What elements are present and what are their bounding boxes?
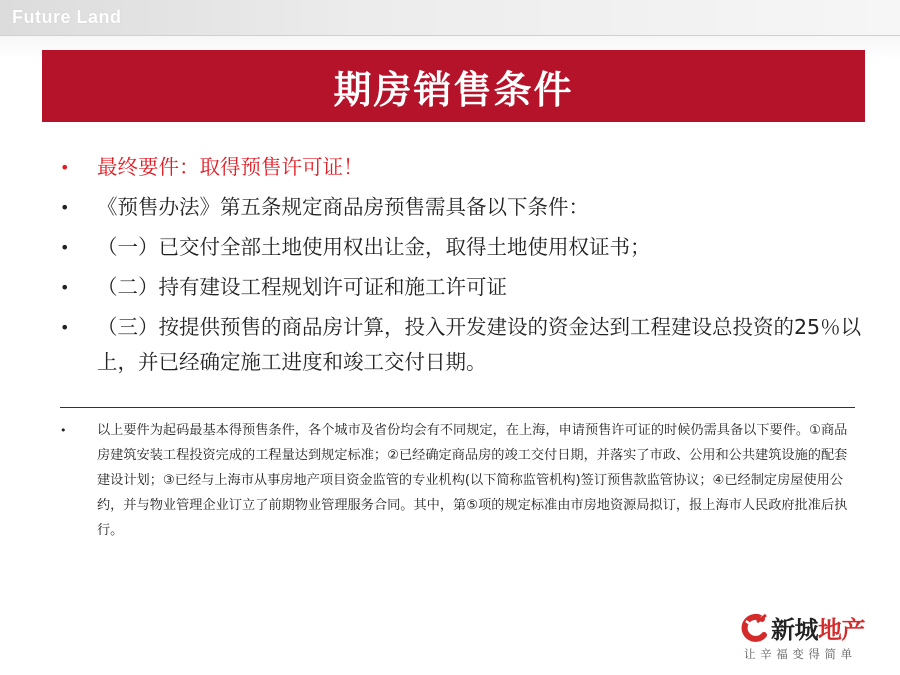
section-divider: [60, 407, 855, 408]
bullet-text: （二）持有建设工程规划许可证和施工许可证: [97, 275, 507, 299]
footnote-text: 以上要件为起码最基本得预售条件，各个城市及省份均会有不同规定，在上海，申请预售许可证的时候仍需具备以下要件。①商品房建筑安装工程投资完成的工程量达到规定标准；②已经确定商品房的竣工交付日期，并落实了市政、公用和公共建筑设施的配套建设计划；③已经与上海市从事房地产项目资金监管的专业机构(以下简称监管机构)签订预售款监管协议；④已经制定房屋使用公约，并与物业管理企业订立了前期物业管理服务合同。其中，第⑤项的规定标准由市房地资源局拟订，报上海市人民政府批准后执行。: [97, 423, 848, 538]
bullet-icon: •: [60, 238, 70, 257]
company-logo: [740, 610, 885, 660]
bullet-icon: •: [60, 158, 70, 177]
logo-name-part2: 地产: [818, 616, 865, 644]
bullet-text: （一）已交付全部土地使用权出让金，取得土地使用权证书；: [97, 235, 651, 259]
logo-name: [771, 610, 865, 645]
bullet-item-condition-2: [60, 270, 870, 305]
bullet-icon: •: [60, 278, 70, 297]
bullet-icon: •: [60, 318, 70, 337]
bullet-text: （三）按提供预售的商品房计算，投入开发建设的资金达到工程建设总投资的25％以上，并已经确定施工进度和竣工交付日期。: [97, 315, 862, 374]
bullet-item-condition-3: [60, 310, 870, 380]
bullet-item-final-requirement: [60, 150, 870, 185]
corner-brand-text: Future Land: [12, 7, 122, 27]
bullet-list: [60, 150, 870, 385]
footnote: [60, 418, 860, 543]
bullet-item-condition-1: [60, 230, 870, 265]
logo-slogan: 让辛福变得简单: [744, 647, 857, 661]
bullet-item-presale-regulation: [60, 190, 870, 225]
new-city-c-logo-icon: [740, 613, 770, 643]
bullet-icon: •: [60, 198, 70, 217]
bullet-text: 最终要件：取得预售许可证！: [97, 155, 364, 179]
bullet-text: 《预售办法》第五条规定商品房预售需具备以下条件：: [97, 195, 589, 219]
title-banner: [42, 50, 865, 122]
logo-name-part1: 新城: [771, 616, 818, 644]
header-strip: [0, 0, 900, 36]
bullet-icon: •: [60, 424, 67, 437]
slide-title: 期房销售条件: [333, 67, 574, 112]
header-divider: [0, 35, 900, 36]
